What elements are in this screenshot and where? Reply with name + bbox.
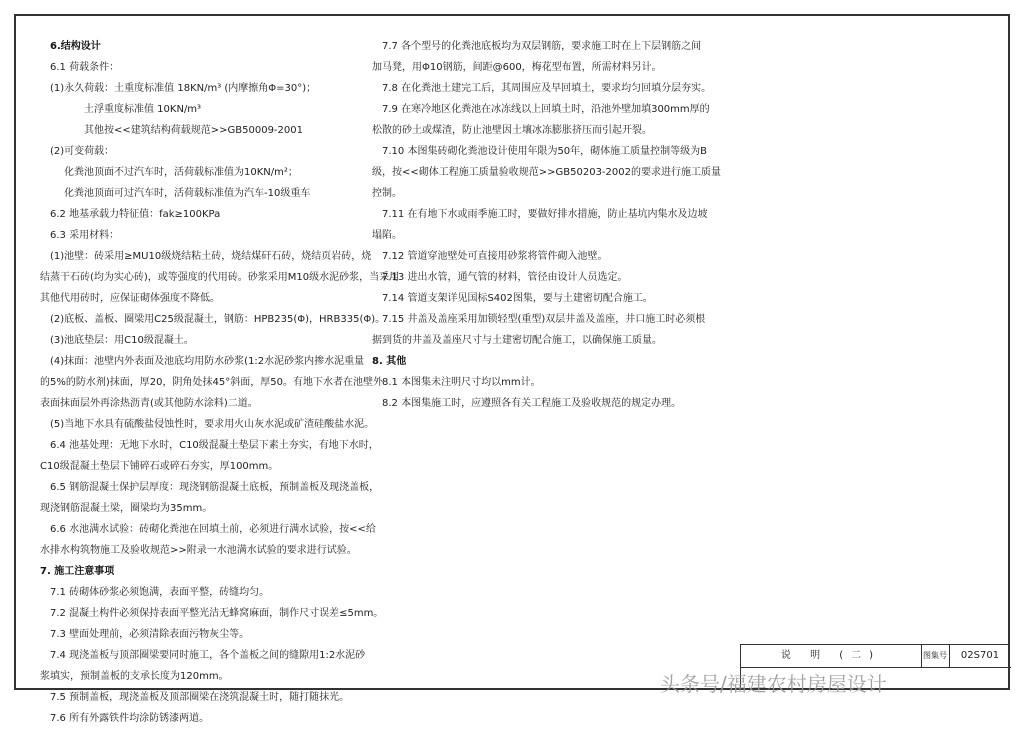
sheet-title: 说 明 (二) bbox=[741, 645, 922, 667]
note-line: 浆填实，预制盖板的支承长度为120mm。 bbox=[40, 671, 229, 682]
note-line: 现浇钢筋混凝土梁，圈梁均为35mm。 bbox=[40, 503, 213, 514]
note-line: (1)永久荷载：土重度标准值 18KN/m³ (内摩擦角Φ=30°)； bbox=[50, 83, 317, 94]
section-heading: 7. 施工注意事项 bbox=[40, 566, 115, 577]
note-line: 7.15 井盖及盖座采用加锁轻型(重型)双层井盖及盖座，井口施工时必须根 bbox=[382, 314, 706, 325]
note-line: 级，按<<砌体工程施工质量验收规范>>GB50203-2002的要求进行施工质量 bbox=[372, 167, 721, 178]
note-line: (4)抹面：池壁内外表面及池底均用防水砂浆(1:2水泥砂浆内掺水泥重量 bbox=[50, 356, 365, 367]
note-line: 水排水构筑物施工及验收规范>>附录一水池满水试验的要求进行试验。 bbox=[40, 545, 357, 556]
note-line: 6.1 荷载条件： bbox=[50, 62, 120, 73]
atlas-number-label: 图集号 bbox=[921, 645, 950, 667]
note-line: 7.12 管道穿池壁处可直接用砂浆将管件砌入池壁。 bbox=[382, 251, 608, 262]
note-line: 7.1 砖砌体砂浆必须饱满，表面平整，砖缝均匀。 bbox=[50, 587, 270, 598]
note-line: (2)可变荷载： bbox=[50, 146, 115, 157]
note-line: 其他按<<建筑结构荷载规范>>GB50009-2001 bbox=[84, 125, 303, 136]
note-line: (1)池壁：砖采用≥MU10级烧结粘土砖，烧结煤矸石砖，烧结页岩砖，烧 bbox=[50, 251, 372, 262]
note-line: 6.2 地基承载力特征值：fak≥100KPa bbox=[50, 209, 221, 220]
note-line: 7.14 管道支架详见国标S402图集，要与土建密切配合施工。 bbox=[382, 293, 653, 304]
notes-right-column bbox=[372, 36, 721, 414]
note-line: 7.6 所有外露铁件均涂防锈漆两道。 bbox=[50, 713, 210, 724]
note-line: 的5%的防水剂)抹面，厚20，阴角处抹45°斜面，厚50。有地下水者在池壁外 bbox=[40, 377, 383, 388]
note-line: C10级混凝土垫层下铺碎石或碎石夯实，厚100mm。 bbox=[40, 461, 279, 472]
note-line: 7.13 进出水管，通气管的材料，管径由设计人员选定。 bbox=[382, 272, 628, 283]
watermark: 头条号/福建农村房屋设计 bbox=[660, 672, 887, 696]
note-line: 8.2 本图集施工时，应遵照各有关工程施工及验收规范的规定办理。 bbox=[382, 398, 682, 409]
note-line: 6.6 水池满水试验：砖砌化粪池在回填土前，必须进行满水试验，按<<给 bbox=[50, 524, 376, 535]
section-heading: 8. 其他 bbox=[372, 356, 407, 367]
note-line: 据到货的井盖及盖座尺寸与土建密切配合施工，以确保施工质量。 bbox=[372, 335, 662, 346]
note-line: (2)底板、盖板、圈梁用C25级混凝土，钢筋：HPB235(Φ)，HRB335(Φ)。 bbox=[50, 314, 386, 325]
note-line: 7.8 在化粪池土建完工后，其周围应及早回填土，要求均匀回填分层夯实。 bbox=[382, 83, 712, 94]
note-line: 表面抹面层外再涂热沥青(或其他防水涂料)二道。 bbox=[40, 398, 258, 409]
note-line: 结蒸干石砖(均为实心砖)，或等强度的代用砖。砂浆采用M10级水泥砂浆，当采用 bbox=[40, 272, 400, 283]
atlas-number: 02S701 bbox=[960, 650, 1000, 661]
note-line: 控制。 bbox=[372, 188, 402, 199]
note-line: 加马凳，用Φ10钢筋，间距@600，梅花型布置，所需材料另计。 bbox=[372, 62, 662, 73]
note-line: (3)池底垫层：用C10级混凝土。 bbox=[50, 335, 194, 346]
note-line: 7.5 预制盖板，现浇盖板及顶部圈梁在浇筑混凝土时，随打随抹光。 bbox=[50, 692, 350, 703]
note-line: 6.3 采用材料： bbox=[50, 230, 120, 241]
note-line: 7.4 现浇盖板与顶部圈梁要同时施工，各个盖板之间的缝隙用1:2水泥砂 bbox=[50, 650, 366, 661]
note-line: 7.7 各个型号的化粪池底板均为双层钢筋，要求施工时在上下层钢筋之间 bbox=[382, 41, 702, 52]
note-line: 7.3 壁面处理前，必须清除表面污物灰尘等。 bbox=[50, 629, 250, 640]
note-line: (5)当地下水具有硫酸盐侵蚀性时，要求用火山灰水泥或矿渣硅酸盐水泥。 bbox=[50, 419, 375, 430]
note-line: 7.10 本图集砖砌化粪池设计使用年限为50年，砌体施工质量控制等级为B bbox=[382, 146, 708, 157]
note-line: 6.5 钢筋混凝土保护层厚度：现浇钢筋混凝土底板，预制盖板及现浇盖板， bbox=[50, 482, 380, 493]
note-line: 化粪池顶面不过汽车时，活荷载标准值为10KN/m²； bbox=[64, 167, 298, 178]
note-line: 6.4 池基处理：无地下水时，C10级混凝土垫层下素土夯实，有地下水时， bbox=[50, 440, 379, 451]
note-line: 土浮重度标准值 10KN/m³ bbox=[84, 104, 202, 115]
section-heading: 6.结构设计 bbox=[50, 41, 101, 52]
note-line: 化粪池顶面可过汽车时，活荷载标准值为汽车-10级重车 bbox=[64, 188, 311, 199]
note-line: 8.1 本图集未注明尺寸均以mm计。 bbox=[382, 377, 541, 388]
note-line: 7.2 混凝土构件必须保持表面平整光洁无蜂窝麻面，制作尺寸误差≤5mm。 bbox=[50, 608, 384, 619]
note-line: 其他代用砖时，应保证砌体强度不降低。 bbox=[40, 293, 220, 304]
note-line: 7.9 在寒冷地区化粪池在冰冻线以上回填土时，沿池外壁加填300mm厚的 bbox=[382, 104, 710, 115]
note-line: 7.11 在有地下水或雨季施工时，要做好排水措施，防止基坑内集水及边坡 bbox=[382, 209, 708, 220]
note-line: 塌陷。 bbox=[372, 230, 402, 241]
note-line: 松散的砂土或煤渣，防止池壁因土壤冰冻膨胀挤压而引起开裂。 bbox=[372, 125, 652, 136]
